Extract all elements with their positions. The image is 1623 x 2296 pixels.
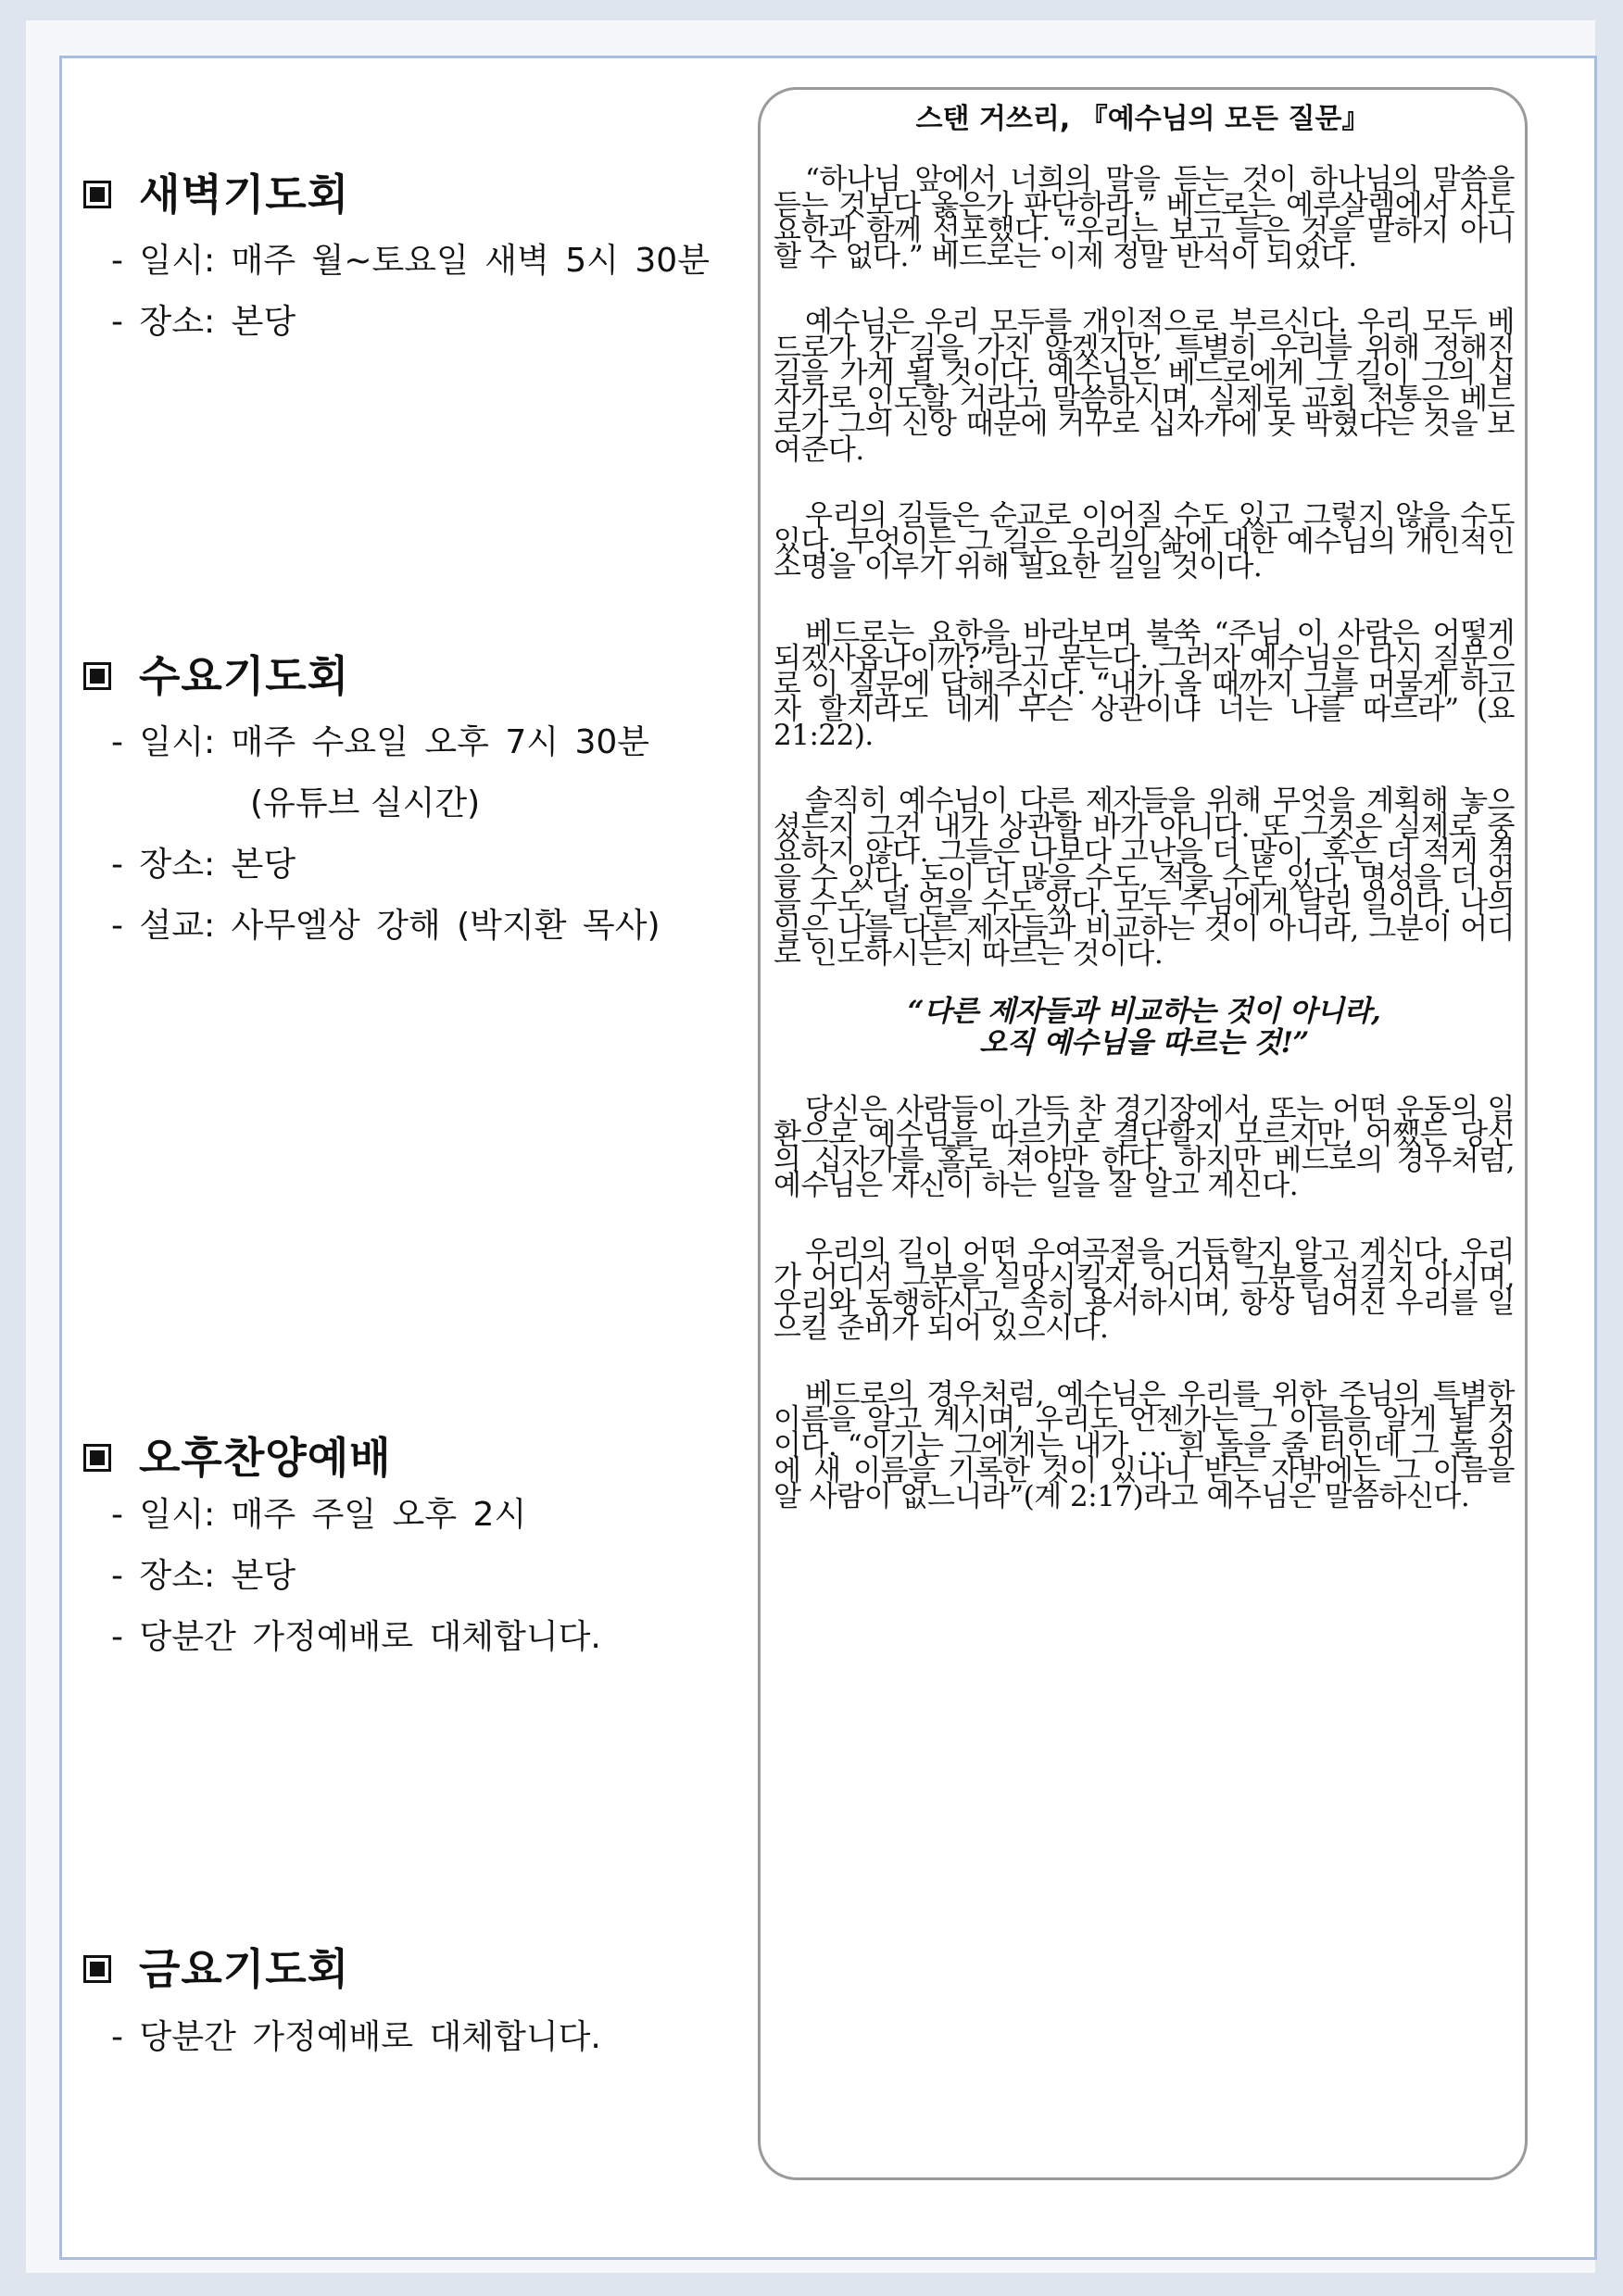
book-excerpt-box <box>758 87 1528 2180</box>
section-title-text: 새벽기도회 <box>139 169 350 220</box>
section-wednesday-prayer <box>80 650 756 947</box>
square-bullet-icon <box>83 662 111 690</box>
excerpt-paragraph: “하나님 앞에서 너희의 말을 듣는 것이 하나님의 말씀을 듣는 것보다 옳은가 판단하라.” 베드로는 예루살렘에서 사도 요한과 함께 선포했다. “우리는 보고 들은 것을 말하지 아니할 수 없다.” 베드로는 이제 정말 반석이 되었다. <box>774 163 1515 273</box>
section-title <box>80 650 756 702</box>
excerpt-paragraph: 우리의 길들은 순교로 이어질 수도 있고 그렇지 않을 수도 있다. 무엇이든 그 길은 우리의 삶에 대한 예수님의 개인적인 소명을 이루기 위해 필요한 길일 것이다. <box>774 499 1515 583</box>
pull-quote <box>774 996 1515 1059</box>
section-title-text: 수요기도회 <box>139 651 350 701</box>
detail-place: - 장소: 본당 <box>111 1557 296 1595</box>
excerpt-body <box>774 163 1515 1513</box>
excerpt-paragraph: 당신은 사람들이 가득 찬 경기장에서, 또는 어떤 운동의 일환으로 예수님을 따르기로 결단할지 모르지만, 어쨌든 당신의 십자가를 홀로 져야만 한다. 하지만 베드로의 경우처럼, 예수님은 자신이 하는 일을 잘 알고 계신다. <box>774 1092 1515 1202</box>
detail-place: - 장소: 본당 <box>111 846 296 884</box>
pull-quote-line: “다른 제자들과 비교하는 것이 아니라, <box>907 994 1381 1028</box>
detail-note: - 당분간 가정예배로 대체합니다. <box>111 1618 601 1656</box>
detail-time-note: (유튜브 실시간) <box>250 784 481 822</box>
square-bullet-icon <box>83 1444 111 1472</box>
detail-note: - 당분간 가정예배로 대체합니다. <box>111 2018 601 2056</box>
excerpt-paragraph: 베드로는 요한을 바라보며 불쑥 “주님 이 사람은 어떻게 되겠사옵나이까?”라고 묻는다. 그러자 예수님은 다시 질문으로 이 질문에 답해주신다. “내가 올 때까지 그를 머물게 하고자 할지라도 네게 무슨 상관이냐 너는 나를 따르라” (요 21:22). <box>774 616 1515 752</box>
pull-quote-line: 오직 예수님을 따르는 것!” <box>979 1025 1309 1060</box>
section-title <box>80 1432 756 1484</box>
excerpt-title: 스탠 거쓰리, 『예수님의 모든 질문』 <box>915 103 1370 135</box>
detail-time: - 일시: 매주 주일 오후 2시 <box>111 1496 527 1534</box>
excerpt-paragraph: 베드로의 경우처럼, 예수님은 우리를 위한 주님의 특별한 이름을 알고 계시며, 우리도 언젠가는 그 이름을 알게 될 것이다. “이기는 그에게는 내가 … 흰 돌을 줄 터인데 그 돌 위에 새 이름을 기록한 것이 있나니 받는 자밖에는 그 이름을 알 사람이 없느니라”(계 2:17)라고 예수님은 말씀하신다. <box>774 1377 1515 1513</box>
square-bullet-icon <box>83 181 111 208</box>
excerpt-paragraph: 솔직히 예수님이 다른 제자들을 위해 무엇을 계획해 놓으셨든지 그건 내가 상관할 바가 아니다. 또 그것은 실제로 중요하지 않다. 그들은 나보다 고난을 더 많이, 혹은 더 적게 겪을 수 있다. 돈이 더 많을 수도, 적을 수도 있다. 명성을 더 얻을 수도, 덜 얻을 수도 있다. 모두 주님에게 달린 일이다. 나의 일은 나를 다른 제자들과 비교하는 것이 아니라, 그분이 어디로 인도하시든지 따르는 것이다. <box>774 784 1515 971</box>
detail-place: - 장소: 본당 <box>111 303 296 341</box>
detail-time: - 일시: 매주 수요일 오후 7시 30분 <box>111 723 650 761</box>
square-bullet-icon <box>83 1955 111 1983</box>
section-title-text: 오후찬양예배 <box>139 1433 392 1483</box>
section-dawn-prayer <box>80 169 756 343</box>
section-afternoon-worship <box>80 1432 756 1658</box>
section-title-text: 금요기도회 <box>139 1944 350 1994</box>
excerpt-paragraph: 우리의 길이 어떤 우여곡절을 거듭할지 알고 계신다. 우리가 어디서 그분을 실망시킬지, 어디서 그분을 섬길지 아시며, 우리와 동행하시고, 속히 용서하시며, 항상 넘어진 우리를 일으킬 준비가 되어 있으시다. <box>774 1235 1515 1345</box>
section-title <box>80 1943 756 1995</box>
excerpt-paragraph: 예수님은 우리 모두를 개인적으로 부르신다. 우리 모두 베드로가 간 길을 가진 않겠지만, 특별히 우리를 위해 정해진 길을 가게 될 것이다. 예수님은 베드로에게 그 길이 그의 십자가로 인도할 거라고 말씀하시며, 실제로 교회 전통은 베드로가 그의 신앙 때문에 거꾸로 십자가에 못 박혔다는 것을 보여준다. <box>774 306 1515 467</box>
section-title <box>80 169 756 220</box>
detail-sermon: - 설교: 사무엘상 강해 (박지환 목사) <box>111 907 661 945</box>
detail-time: - 일시: 매주 월~토요일 새벽 5시 30분 <box>111 242 710 280</box>
section-friday-prayer <box>80 1943 756 2058</box>
